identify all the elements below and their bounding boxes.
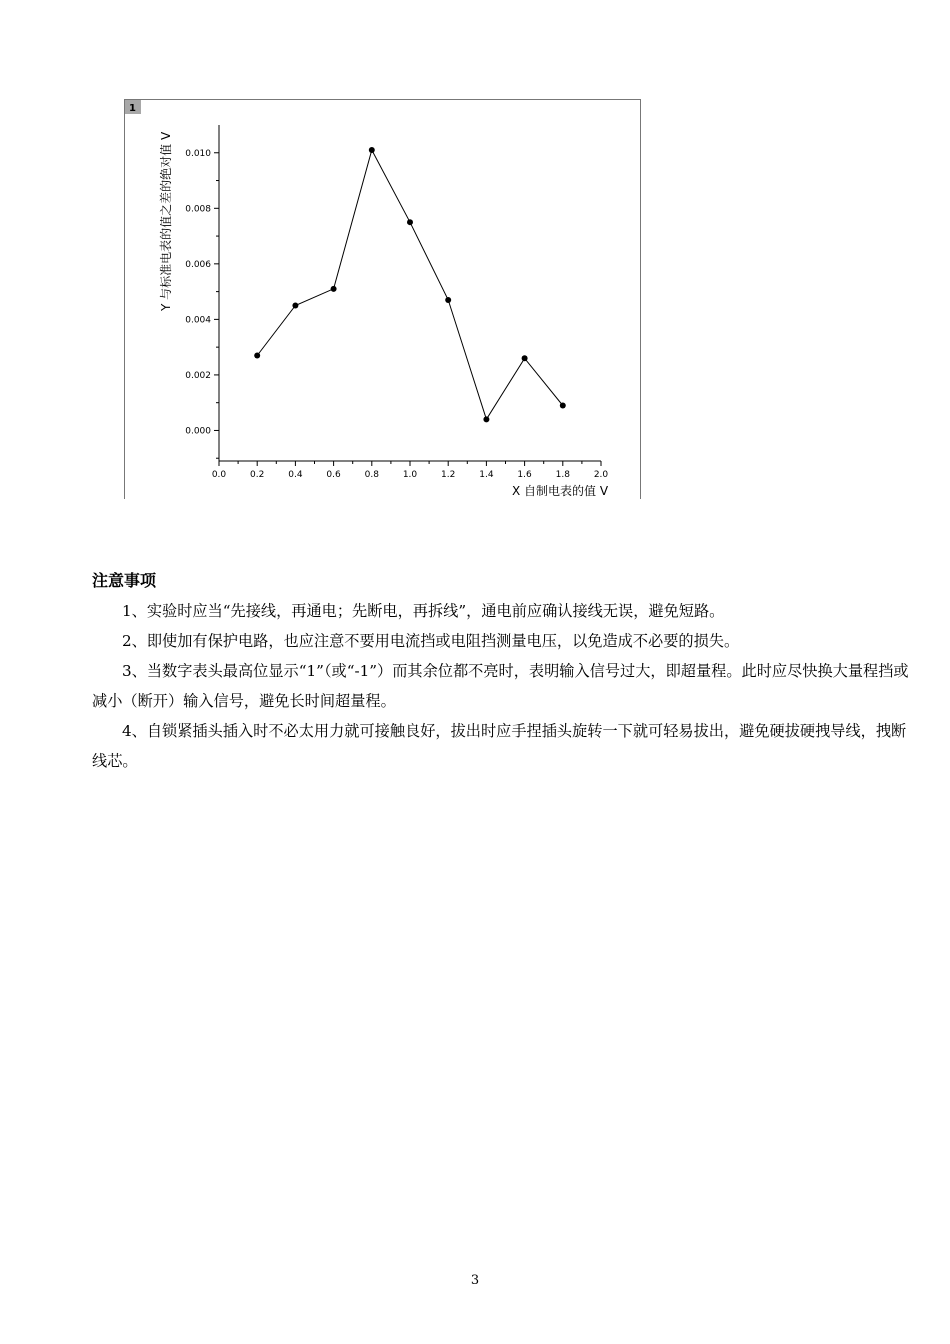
series-line bbox=[257, 150, 563, 419]
panel-label: 1 bbox=[129, 103, 136, 114]
data-point bbox=[445, 297, 451, 303]
axis-ticks bbox=[185, 149, 608, 480]
data-point bbox=[292, 302, 298, 308]
x-tick-label: 1.0 bbox=[402, 470, 418, 480]
data-point bbox=[369, 147, 375, 153]
x-tick-label: 0.2 bbox=[250, 470, 265, 480]
data-point bbox=[407, 219, 413, 225]
notes-title: 注意事项 bbox=[92, 571, 157, 590]
chart-panel bbox=[124, 99, 641, 499]
note-item-1: 1、实验时应当“先接线，再通电；先断电，再拆线”，通电前应确认接线无误，避免短路。 bbox=[122, 602, 725, 620]
x-tick-label: 0.4 bbox=[288, 470, 303, 480]
x-tick-label: 2.0 bbox=[593, 470, 609, 480]
y-tick-label: 0.006 bbox=[185, 259, 211, 270]
y-tick-label: 0.010 bbox=[185, 148, 211, 159]
y-tick-label: 0.000 bbox=[185, 426, 211, 437]
y-tick-label: 0.002 bbox=[185, 370, 211, 381]
series-points-group bbox=[254, 147, 566, 422]
y-axis-label: Y 与标准电表的值之差的绝对值 V bbox=[159, 131, 173, 311]
x-tick-label: 0.8 bbox=[364, 470, 379, 480]
x-tick-label: 1.4 bbox=[479, 470, 494, 480]
data-point bbox=[483, 416, 489, 422]
x-axis-label: X 自制电表的值 V bbox=[512, 484, 609, 498]
x-tick-label: 0.6 bbox=[326, 470, 341, 480]
x-tick-label: 0.0 bbox=[211, 470, 227, 480]
series-line-group bbox=[257, 150, 563, 419]
data-point bbox=[254, 352, 260, 358]
page-number: 3 bbox=[470, 1273, 480, 1288]
y-tick-label: 0.004 bbox=[185, 315, 211, 326]
chart-svg bbox=[124, 99, 641, 499]
note-item-3: 3、当数字表头最高位显示“1”（或“-1”）而其余位都不亮时，表明输入信号过大，即超量程。此时应尽快换大量程挡或减小（断开）输入信号，避免长时间超量程。 bbox=[92, 662, 909, 710]
note-item-2: 2、即使加有保护电路，也应注意不要用电流挡或电阻挡测量电压，以免造成不必要的损失。 bbox=[122, 632, 740, 650]
x-tick-label: 1.8 bbox=[555, 470, 570, 480]
note-item-4: 4、自锁紧插头插入时不必太用力就可接触良好，拔出时应手捏插头旋转一下就可轻易拔出，避免硬拔硬拽导线，拽断线芯。 bbox=[92, 722, 907, 770]
x-tick-label: 1.2 bbox=[441, 470, 456, 480]
x-tick-label: 1.6 bbox=[517, 470, 532, 480]
data-point bbox=[331, 286, 337, 292]
notes-body bbox=[92, 596, 920, 776]
data-point bbox=[560, 402, 566, 408]
y-tick-label: 0.008 bbox=[185, 204, 211, 215]
data-point bbox=[522, 355, 528, 361]
